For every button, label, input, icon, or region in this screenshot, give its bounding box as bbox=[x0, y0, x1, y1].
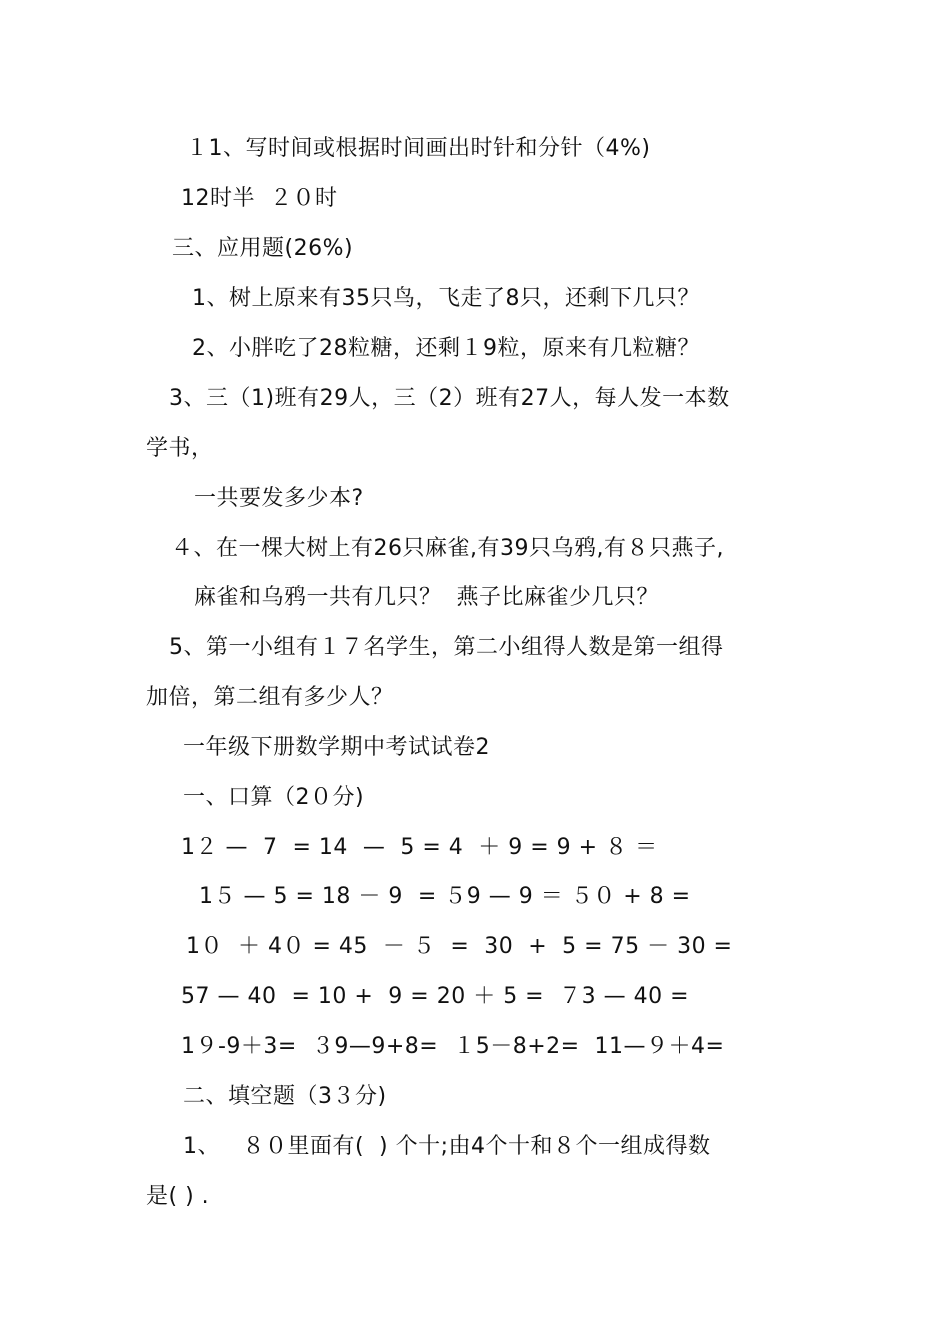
word-problem-1: 1、树上原来有35只鸟，飞走了8只，还剩下几只？ bbox=[192, 286, 700, 311]
fill-blank-1-cont: 是( ) . bbox=[146, 1184, 210, 1209]
mental-math-row-1: 1２ — 7 = 14 — 5 = 4 ＋ 9 = 9 + ８ ＝ bbox=[181, 835, 658, 860]
clock-times: 12时半 ２０时 bbox=[181, 186, 338, 211]
section-2-heading: 二、填空题（3３分) bbox=[183, 1084, 387, 1109]
mental-math-row-5: 1９-9＋3= ３9—9+8= １5－8+2= 11—９＋4= bbox=[181, 1034, 725, 1059]
section-3-heading: 三、应用题(26%) bbox=[172, 236, 354, 261]
section-1-heading: 一、口算（2０分) bbox=[183, 785, 365, 810]
mental-math-row-3: 1０ ＋ 4０ = 45 － ５ = 30 + 5 = 75 － 30 = bbox=[186, 934, 733, 959]
word-problem-3: 3、三（1)班有29人，三（2）班有27人，每人发一本数 bbox=[169, 386, 730, 411]
word-problem-4: ４、在一棵大树上有26只麻雀,有39只乌鸦,有８只燕子, bbox=[171, 536, 724, 561]
word-problem-5: 5、第一小组有１７名学生，第二小组得人数是第一组得 bbox=[169, 635, 724, 660]
word-problem-5-cont: 加倍，第二组有多少人？ bbox=[146, 685, 394, 710]
word-problem-3-cont: 学书， bbox=[146, 436, 214, 461]
question-11-clock: １1、写时间或根据时间画出时针和分针（4%) bbox=[186, 136, 651, 161]
word-problem-4-question: 麻雀和乌鸦一共有几只？ 燕子比麻雀少几只？ bbox=[194, 585, 659, 610]
mental-math-row-4: 57 — 40 = 10 + 9 = 20 ＋ 5 = ７3 — 40 = bbox=[181, 984, 690, 1009]
mental-math-row-2: 1５ — 5 = 18 － 9 = ５9 — 9 ＝ ５０ + 8 = bbox=[199, 884, 691, 909]
word-problem-2: 2、小胖吃了28粒糖，还剩１9粒，原来有几粒糖？ bbox=[192, 336, 700, 361]
exam-title-2: 一年级下册数学期中考试试卷2 bbox=[183, 735, 490, 760]
fill-blank-1: 1、 ８０里面有( ) 个十;由4个十和８个一组成得数 bbox=[183, 1134, 711, 1159]
word-problem-3-question: 一共要发多少本? bbox=[194, 486, 364, 511]
